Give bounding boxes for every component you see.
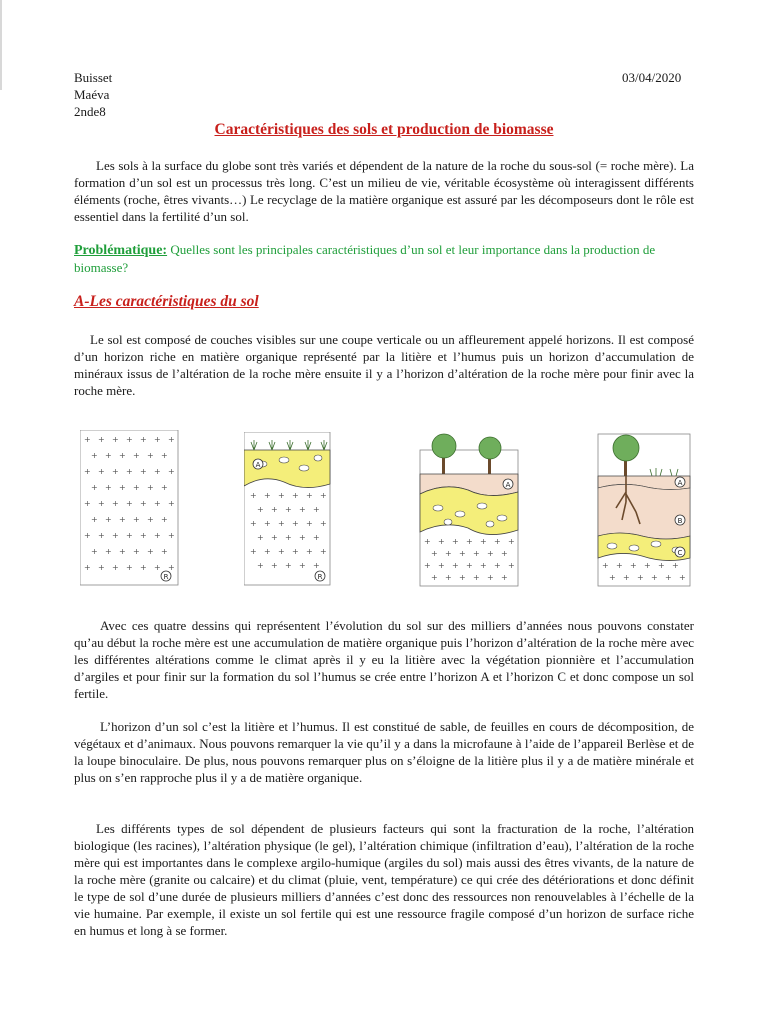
rock-mark: + [168,531,175,540]
rock-mark: + [105,515,112,524]
rock-mark: + [630,561,637,570]
rock-mark: + [133,547,140,556]
problematique-text: Quelles sont les principales caractéristiques d’un sol et leur importance dans la production de biomasse? [74,242,656,275]
rock-mark: + [292,547,299,556]
rock-mark: + [98,435,105,444]
rock-mark: + [637,573,644,582]
rock-mark: + [154,435,161,444]
rock-mark: + [487,573,494,582]
rock-mark: + [98,531,105,540]
section-a-paragraph-2: Avec ces quatre dessins qui représentent l’évolution du sol sur des milliers d’années nous pouvons constater qu’au début la roche mère est une accumulation de matière organique puis l’horizon d’altération de la roche mère avec les différentes altérations comme le climat après il y eu la litière avec la végétation pionnière et l’accumulation d’argiles et pour finir sur la formation du sol l’humus se crée entre l’horizon A et l’horizon C et donc compose un sol fertile. [74,618,694,701]
rock-mark: + [140,467,147,476]
rock-mark: + [119,547,126,556]
section-a-paragraph-1: Le sol est composé de couches visibles sur une coupe verticale ou un affleurement appelé horizons. Il est composé d’un horizon riche en matière organique représenté par la litière et l’humus puis un horizon d’accumulation de minéraux issus de l’altération de la roche mère ensuite il y a l’horizon d’altération de la roche mère pour finir avec la roche mère. [74,332,694,398]
rock-mark: + [168,499,175,508]
rock-mark: + [112,499,119,508]
rock-mark: + [299,533,306,542]
rock-mark: + [285,505,292,514]
horizon-r-label: R [163,573,169,581]
rock-mark: + [161,451,168,460]
horizon-b-label: B [677,517,683,525]
horizon-a-label: A [255,461,261,469]
rock-mark: + [679,573,686,582]
rock-mark: + [320,519,327,528]
rock-mark: + [445,549,452,558]
rock-mark: + [91,451,98,460]
rock-mark: + [147,451,154,460]
rock-mark: + [480,561,487,570]
rock-mark: + [147,483,154,492]
problematique [74,241,694,276]
rock-mark: + [140,499,147,508]
rock-mark: + [424,537,431,546]
rock-mark: + [154,499,161,508]
rock-mark: + [501,549,508,558]
rock-mark: + [112,563,119,572]
rock-mark: + [508,561,515,570]
drawing-4-humus [598,484,690,539]
rock-mark: + [84,467,91,476]
rock-mark: + [431,549,438,558]
rock-mark: + [299,505,306,514]
rock-mark: + [126,467,133,476]
rock-mark: + [459,549,466,558]
rock-mark: + [161,547,168,556]
rock-mark: + [98,563,105,572]
rock-mark: + [98,499,105,508]
section-a-title: A-Les caractéristiques du sol [74,293,259,310]
rock-mark: + [119,483,126,492]
author-class: 2nde8 [74,104,106,119]
rock-mark: + [112,531,119,540]
page-title: Caractéristiques des sols et production de biomasse [214,121,554,138]
rock-mark: + [84,499,91,508]
rock-mark: + [264,491,271,500]
document-date: 03/04/2020 [622,70,682,85]
rock-mark: + [494,537,501,546]
rock-mark: + [119,515,126,524]
rock-mark: + [313,533,320,542]
author-name-1: Buisset [74,70,113,85]
rock-mark: + [278,547,285,556]
rock-mark: + [452,537,459,546]
rock-mark: + [133,451,140,460]
rock-mark: + [431,573,438,582]
rock-mark: + [168,467,175,476]
rock-mark: + [250,547,257,556]
rock-mark: + [320,491,327,500]
rock-mark: + [452,561,459,570]
rock-mark: + [501,573,508,582]
rock-mark: + [271,533,278,542]
rock-mark: + [271,561,278,570]
rock-mark: + [271,505,278,514]
rock-mark: + [140,435,147,444]
rock-mark: + [140,563,147,572]
rock-mark: + [257,561,264,570]
rock-mark: + [285,533,292,542]
rock-mark: + [445,573,452,582]
section-a-paragraph-4: Les différents types de sol dépendent de plusieurs facteurs qui sont la fracturation de la roche, l’altération biologique (les racines), l’altération physique (le gel), l’altération chimique (infiltration d’eau), l’altération de la roche mère qui est importantes dans le complexe argilo-humique (argiles du sol) mais aussi des êtres vivants, de la nature de la roche mère (granite ou calcaire) et du climat (pluie, vent, température) ce qui crée des détériorations et donc définit le type de sol d’une durée de plusieurs milliers d’années c’est donc des ressources non renouvelables à l’échelle de la vie humaine. Par exemple, il existe un sol fertile qui est une ressource fragile composé d’un horizon de surface riche en humus et long à se former. [74,821,694,938]
author-name-2: Maéva [74,87,110,102]
rock-mark: + [98,467,105,476]
section-a-paragraph-3: L’horizon d’un sol c’est la litière et l’humus. Il est constitué de sable, de feuilles en cours de décomposition, de végétaux et d’animaux. Nous pouvons remarquer la vie qu’il y a dans la microfaune à l’aide de l’appareil Berlèse et de la loupe binoculaire. De plus, nous pouvons remarquer plus on s’éloigne de la litière plus il y a de matière minérale et plus on s’en rapproche plus il y a de matière organique. [74,719,694,785]
rock-mark: + [250,519,257,528]
horizon-a-label-3: A [505,481,511,489]
rock-mark: + [168,563,175,572]
rock-mark: + [278,519,285,528]
rock-mark: + [292,519,299,528]
rock-mark: + [105,451,112,460]
rock-mark: + [473,573,480,582]
soil-drawing-3 [418,430,522,588]
rock-mark: + [147,515,154,524]
rock-mark: + [473,549,480,558]
soil-drawing-1 [80,430,180,586]
rock-mark: + [112,467,119,476]
soil-drawing-4 [596,432,692,588]
rock-mark: + [494,561,501,570]
rock-mark: + [306,547,313,556]
rock-mark: + [466,537,473,546]
rock-mark: + [154,467,161,476]
rock-mark: + [161,515,168,524]
horizon-a-label-4: A [677,479,683,487]
soil-drawing-2 [244,432,332,586]
rock-mark: + [313,561,320,570]
intro-paragraph: Les sols à la surface du globe sont très variés et dépendent de la nature de la roche du sous-sol (= roche mère). La formation d’un sol est un processus très long. C’est un milieu de vie, véritable écosystème où interagissent différents éléments (roche, êtres vivants…) Le recyclage de la matière organique est assuré par les décomposeurs dont le rôle est essentiel dans la fertilité d’un sol. [74,158,694,224]
rock-mark: + [257,533,264,542]
rock-mark: + [168,435,175,444]
rock-mark: + [306,519,313,528]
rock-mark: + [306,491,313,500]
rock-mark: + [264,519,271,528]
rock-mark: + [126,563,133,572]
rock-mark: + [105,547,112,556]
rock-mark: + [133,483,140,492]
rock-mark: + [438,537,445,546]
rock-mark: + [126,435,133,444]
rock-mark: + [292,491,299,500]
rock-mark: + [487,549,494,558]
rock-mark: + [105,483,112,492]
rock-mark: + [651,573,658,582]
rock-mark: + [424,561,431,570]
rock-mark: + [84,531,91,540]
rock-mark: + [623,573,630,582]
rock-mark: + [466,561,473,570]
rock-mark: + [313,505,320,514]
rock-mark: + [154,531,161,540]
rock-mark: + [658,561,665,570]
rock-mark: + [140,531,147,540]
page-edge-line [0,0,2,90]
rock-mark: + [320,547,327,556]
rock-mark: + [154,563,161,572]
rock-mark: + [84,563,91,572]
rock-mark: + [609,573,616,582]
rock-mark: + [616,561,623,570]
rock-mark: + [285,561,292,570]
rock-mark: + [602,561,609,570]
rock-mark: + [438,561,445,570]
rock-mark: + [672,561,679,570]
rock-mark: + [161,483,168,492]
rock-mark: + [91,547,98,556]
rock-mark: + [91,515,98,524]
rock-mark: + [264,547,271,556]
rock-mark: + [119,451,126,460]
rock-mark: + [112,435,119,444]
rock-mark: + [133,515,140,524]
rock-mark: + [459,573,466,582]
rock-mark: + [299,561,306,570]
horizon-r-label-2: R [317,573,323,581]
rock-mark: + [644,561,651,570]
rock-mark: + [257,505,264,514]
horizon-c-label: C [677,549,683,557]
rock-mark: + [480,537,487,546]
rock-mark: + [126,531,133,540]
author-block [74,69,112,120]
rock-mark: + [278,491,285,500]
rock-mark: + [147,547,154,556]
rock-mark: + [126,499,133,508]
rock-mark: + [84,435,91,444]
rock-mark: + [665,573,672,582]
problematique-label: Problématique: [74,243,168,258]
rock-mark: + [508,537,515,546]
rock-mark: + [250,491,257,500]
rock-mark: + [91,483,98,492]
